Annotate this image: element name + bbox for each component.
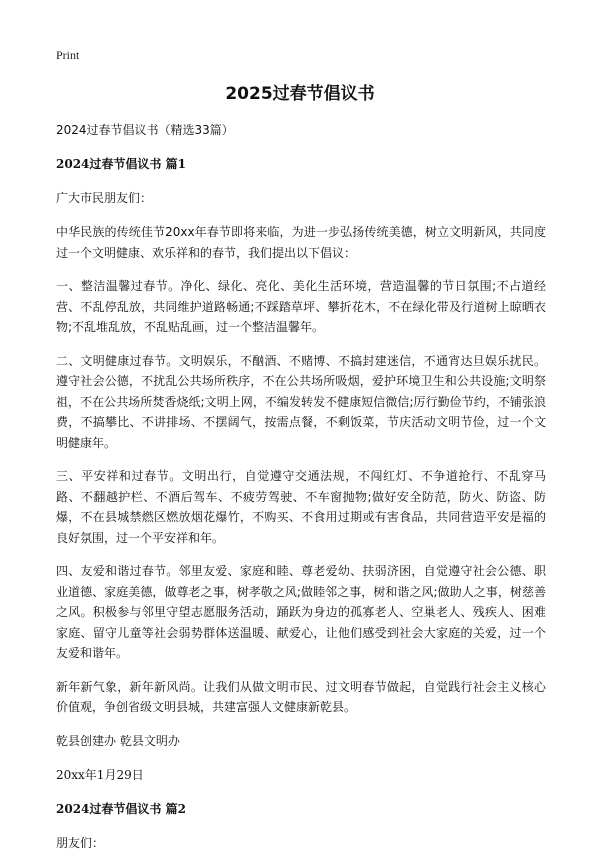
paragraph-intro: 中华民族的传统佳节20xx年春节即将来临，为进一步弘扬传统美德，树立文明新风，共同度过一个文明健康、欢乐祥和的春节，我们提出以下倡议： [56, 225, 546, 260]
section-2-greeting: 朋友们： [56, 835, 105, 850]
document-body [56, 120, 546, 854]
document-title: 2025过春节倡议书 [225, 84, 375, 104]
greeting: 广大市民朋友们： [56, 191, 153, 205]
date: 20xx年1月29日 [56, 767, 144, 782]
paragraph-point-1: 一、整洁温馨过春节。净化、绿化、亮化、美化生活环境，营造温馨的节日氛围;不占道经营、不乱停乱放，共同维护道路畅通;不踩踏草坪、攀折花木，不在绿化带及行道树上晾晒衣物;不乱堆乱放，不乱贴乱画，过一个整洁温馨年。 [56, 279, 546, 334]
paragraph-point-3: 三、平安祥和过春节。文明出行，自觉遵守交通法规，不闯红灯、不争道抢行、不乱穿马路、不翻越护栏、不酒后驾车、不疲劳驾驶、不车窗抛物;做好安全防范，防火、防盗、防爆，不在县城禁燃区燃放烟花爆竹，不购买、不食用过期或有害食品，共同营造平安是福的良好氛围，过一个平安祥和年。 [56, 469, 546, 545]
print-link[interactable]: Print [56, 48, 80, 62]
paragraph-closing: 新年新气象，新年新风尚。让我们从做文明市民、过文明春节做起，自觉践行社会主义核心价值观，争创省级文明县城，共建富强人文健康新乾县。 [56, 679, 546, 714]
document-subtitle: 2024过春节倡议书（精选33篇） [56, 123, 234, 137]
paragraph-point-2: 二、文明健康过春节。文明娱乐，不酗酒、不赌博、不搞封建迷信，不通宵达旦娱乐扰民。遵守社会公德，不扰乱公共场所秩序，不在公共场所吸烟，爱护环境卫生和公共设施;文明祭祖，不在公共场所焚香烧纸;文明上网，不编发转发不健康短信微信;厉行勤俭节约，不铺张浪费，不搞攀比、不讲排场、不摆阔气，按需点餐，不剩饭菜，节庆活动文明节俭，过一个文明健康年。 [56, 353, 546, 450]
paragraph-point-4: 四、友爱和谐过春节。邻里友爱、家庭和睦、尊老爱幼、扶弱济困，自觉遵守社会公德、职业道德、家庭美德，做尊老之事，树孝敬之风;做睦邻之事，树和谐之风;做助人之事，树慈善之风。积极参与邻里守望志愿服务活动，踊跃为身边的孤寡老人、空巢老人、残疾人、困难家庭、留守儿童等社会弱势群体送温暖、献爱心，让他们感受到社会大家庭的关爱，过一个友爱和谐年。 [56, 564, 546, 660]
section-heading-1: 2024过春节倡议书 篇1 [56, 157, 186, 171]
signature: 乾县创建办 乾县文明办 [56, 733, 180, 748]
section-heading-2: 2024过春节倡议书 篇2 [56, 801, 186, 816]
